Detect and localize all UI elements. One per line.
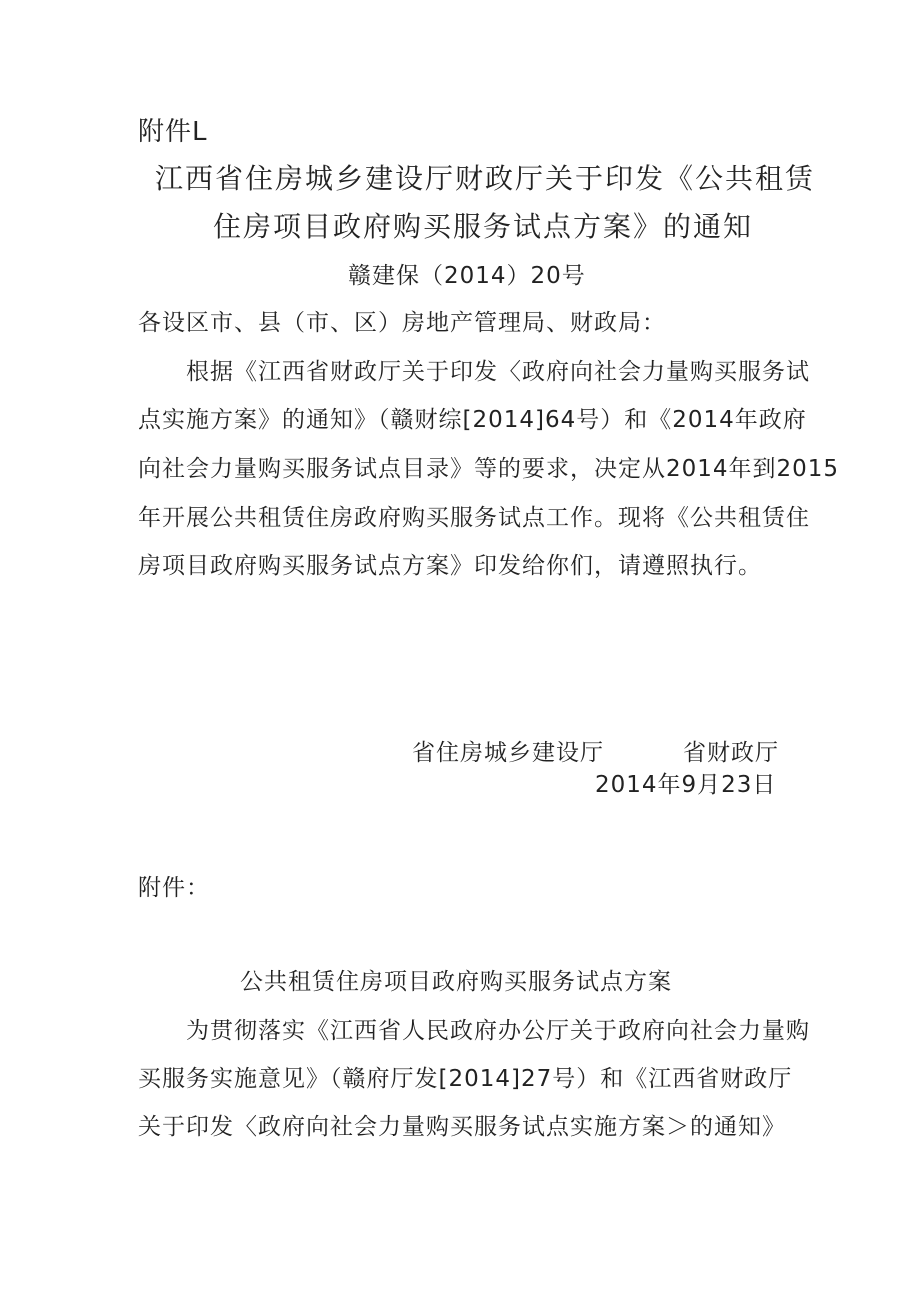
body-paragraph-line: 向社会力量购买服务试点目录》等的要求，决定从2014年到2015 — [138, 456, 840, 482]
attachment-paragraph-line: 买服务实施意见》（赣府厅发[2014]27号）和《江西省财政厅 — [138, 1066, 793, 1092]
body-paragraph-line: 点实施方案》的通知》（赣财综[2014]64号）和《2014年政府 — [138, 407, 807, 433]
attachment-label: 附件L — [138, 117, 208, 147]
attachment-paragraph-line: 关于印发〈政府向社会力量购买服务试点实施方案＞的通知》 — [138, 1114, 786, 1140]
signature-date: 2014年9月23日 — [595, 772, 777, 798]
body-paragraph-line: 房项目政府购买服务试点方案》印发给你们，请遵照执行。 — [138, 553, 762, 579]
document-number: 赣建保（2014）20号 — [348, 263, 586, 289]
body-paragraph-line: 年开展公共租赁住房政府购买服务试点工作。现将《公共租赁住 — [138, 505, 810, 531]
signature-department-housing: 省住房城乡建设厅 — [412, 740, 604, 766]
signature-department-finance: 省财政厅 — [683, 740, 779, 766]
document-title-line-2: 住房项目政府购买服务试点方案》的通知 — [213, 210, 754, 243]
document-title-line-1: 江西省住房城乡建设厅财政厅关于印发《公共租赁 — [155, 162, 816, 195]
attachment-title: 公共租赁住房项目政府购买服务试点方案 — [240, 969, 672, 995]
attachment-paragraph-line: 为贯彻落实《江西省人民政府办公厅关于政府向社会力量购 — [186, 1018, 810, 1044]
salutation: 各设区市、县（市、区）房地产管理局、财政局： — [138, 310, 666, 336]
attachment-heading: 附件： — [138, 875, 210, 901]
body-paragraph-line: 根据《江西省财政厅关于印发〈政府向社会力量购买服务试 — [186, 359, 810, 385]
